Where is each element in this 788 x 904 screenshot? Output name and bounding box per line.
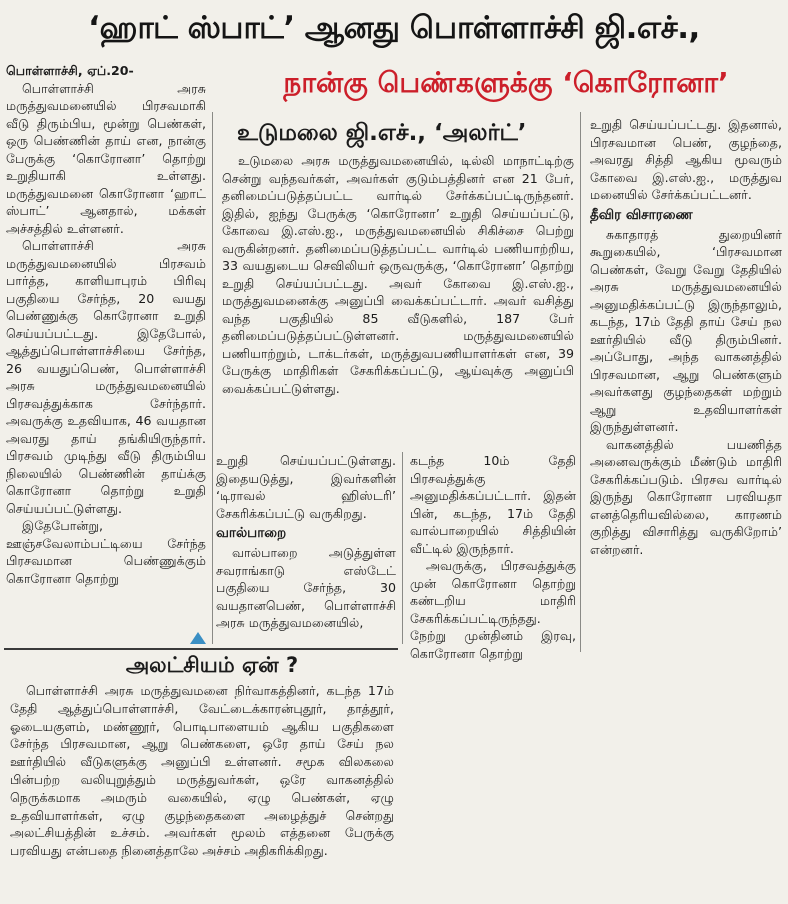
paragraph: சுகாதாரத் துறையினர் கூறுகையில், ‘பிரசவமான பெண்கள், வேறு வேறு தேதியில் அரசு மருத்துவமனையில் அனுமதிக்கப்பட்டு இருந்தாலும், கடந்த, 17ம் தேதி தாய் சேய் நல ஊர்தியில் வீடு திரும்பினர். அப்போது, அந்த வாகனத்தில் பிரசவமான, ஆறு பெண்களும் அவர்களது குழந்தைகள் மற்றும் ஆறு உதவியாளர்கள் இருந்துள்ளனர்.	[590, 226, 782, 434]
paragraph: அவருக்கு, பிரசவத்துக்கு முன் கொரோனா தொற்று கண்டறிய மாதிரி சேகரிக்கப்பட்டிருந்தது. நேற்று முன்தினம் இரவு, கொரோனா தொற்று	[410, 558, 576, 661]
dateline: பொள்ளாச்சி, ஏப்.20-	[6, 63, 134, 78]
paragraph: வாகனத்தில் பயணித்த அனைவருக்கும் மீண்டும் மாதிரி சேகரிக்கப்படும். பிரசவ வார்டில் இருந்து கொரோனா பரவியதா எனத்தெரியவில்லை, காரணம் குறித்து விசாரித்து வருகிறோம்’ என்றனர்.	[590, 436, 782, 557]
column-divider	[402, 452, 403, 644]
box-body	[10, 682, 394, 900]
paragraph: இதேபோன்று, ஊஞ்சவேலாம்பட்டியை சேர்ந்த பிரசவமான பெண்ணுக்கும் கொரோனா தொற்று	[6, 518, 206, 586]
paragraph: கடந்த 10ம் தேதி பிரசவத்துக்கு அனுமதிக்கப்பட்டார். இதன் பின், கடந்த, 17ம் தேதி வால்பாறையில் சித்தியின் வீட்டில் இருந்தார்.	[410, 453, 576, 556]
column-1	[6, 62, 206, 640]
paragraph: உறுதி செய்யப்பட்டுள்ளது. இதையடுத்து, இவர்களின் ‘டிராவல் ஹிஸ்டரி’ சேகரிக்கப்பட்டு வருகிறது.	[216, 453, 396, 521]
column-2-lower	[216, 452, 396, 642]
paragraph: உறுதி செய்யப்பட்டது. இதனால், பிரசவமான பெண், குழந்தை, அவரது சித்தி ஆகிய மூவரும் கோவை இ.எஸ்.ஐ., மருத்துவ மனையில் சேர்க்கப்பட்டனர்.	[590, 117, 782, 202]
subheadline: நான்கு பெண்களுக்கு ‘கொரோனா’	[283, 66, 729, 99]
paragraph: உடுமலை அரசு மருத்துவமனையில், டில்லி மாநாட்டிற்கு சென்று வந்தவர்கள், அவர்கள் குடும்பத்தினர் என 21 பேர், தனிமைப்படுத்தப்பட்ட வார்டில் சேர்க்கப்பட்டிருந்தனர். இதில், ஐந்து பேருக்கு ‘கொரோனா’ உறுதி செய்யப்பட்டு, கோவை இ.எஸ்.ஐ., மருத்துவமனையில் சிகிச்சை பெற்று வருகின்றனர். தனிமைப்படுத்தப்பட்ட வார்டில் பணியாற்றிய, 33 வயதுடைய செவிலியர் ஒருவருக்கு, ‘கொரோனா’ தொற்று உறுதி செய்யப்பட்டது. அவர் கோவை இ.எஸ்.ஐ., மருத்துவமனைக்கு அனுப்பி வைக்கப்பட்டார். அவர் வசித்து வந்த பகுதியில் 85 வீடுகளில், 187 பேர் தனிமைப்படுத்தப்பட்டுள்ளனர். மருத்துவமனையில் பணியாற்றும், டாக்டர்கள், மருத்துவபணியாளர்கள் என, 39 பேருக்கு மாதிரிகள் சேகரிக்கப்பட்டு, ஆய்வுக்கு அனுப்பி வைக்கப்பட்டுள்ளது.	[222, 153, 574, 396]
section-title-valparai: வால்பாறை	[216, 525, 287, 541]
udumalai-body	[222, 152, 574, 438]
section-title-investigation: தீவிர விசாரணை	[590, 206, 693, 223]
triangle-marker-icon	[190, 632, 206, 644]
column-3-lower	[410, 452, 576, 661]
column-divider	[580, 112, 581, 652]
paragraph: வால்பாறை அடுத்துள்ள சவராங்காடு எஸ்டேட் பகுதியை சேர்ந்த, 30 வயதானபெண், பொள்ளாச்சி அரசு மருத்துவமனையில்,	[216, 545, 396, 630]
headline: ‘ஹாட் ஸ்பாட்’ ஆனது பொள்ளாச்சி ஜி.எச்.,	[88, 10, 700, 46]
paragraph: பொள்ளாச்சி அரசு மருத்துவமனையில் பிரசவம் பார்த்த, காளியாபுரம் பிரிவு பகுதியை சேர்ந்த, 20 வயது பெண்ணுக்கு கொரோனா உறுதி செய்யப்பட்டது. இதேபோல், ஆத்துப்பொள்ளாச்சியை சேர்ந்த, 26 வயதுப்பெண், பொள்ளாச்சி அரசு மருத்துவமனையில் பிரசவத்துக்காக சேர்ந்தார். அவருக்கு உதவியாக, 46 வயதான அவரது தாய் தங்கியிருந்தார். பிரசவம் முடிந்து வீடு திரும்பிய நிலையில் பெண்ணின் தாய்க்கு கொரோனா தொற்று உறுதி செய்யப்பட்டுள்ளது.	[6, 238, 206, 516]
paragraph: பொள்ளாச்சி அரசு மருத்துவமனையில் பிரசவமாகி வீடு திரும்பிய, மூன்று பெண்கள், ஒரு பெண்ணின் தாய் என, நான்கு பேருக்கு ‘கொரோனா’ தொற்று உறுதியாகி உள்ளது. மருத்துவமனை கொரோனா ‘ஹாட் ஸ்பாட்’ ஆனதால், மக்கள் அச்சத்தில் உள்ளனர்.	[6, 80, 206, 236]
udumalai-title: உடுமலை ஜி.எச்., ‘அலர்ட்’	[237, 120, 527, 146]
column-4	[590, 116, 782, 656]
column-divider	[212, 112, 213, 644]
box-title: அலட்சியம் ஏன் ?	[125, 653, 299, 677]
paragraph: பொள்ளாச்சி அரசு மருத்துவமனை நிர்வாகத்தினர், கடந்த 17ம் தேதி ஆத்துப்பொள்ளாச்சி, வேட்டைக்காரன்புதூர், தாத்தூர், ஓடையகுளம், மண்ணூர், பொடிபாளையம் ஆகிய பகுதிகளை சேர்ந்த பிரசவமான, ஆறு பெண்களை, ஒரே தாய் சேய் நல ஊர்தியில் வீடுகளுக்கு அனுப்பி உள்ளனர். சமூக விலகலை பின்பற்ற வலியுறுத்தும் மருத்துவர்கள், ஒரே வாகனத்தில் நெருக்கமாக அமரும் வகையில், ஏழு பெண்கள், ஏழு உதவியாளர்கள், ஏழு குழந்தைகளை அழைத்துச் சென்றது அலட்சியத்தின் உச்சம். அவர்கள் மூலம் எத்தனை பேருக்கு பரவியது என்பதை நினைத்தாலே அச்சம் அதிகரிக்கிறது.	[10, 683, 394, 859]
